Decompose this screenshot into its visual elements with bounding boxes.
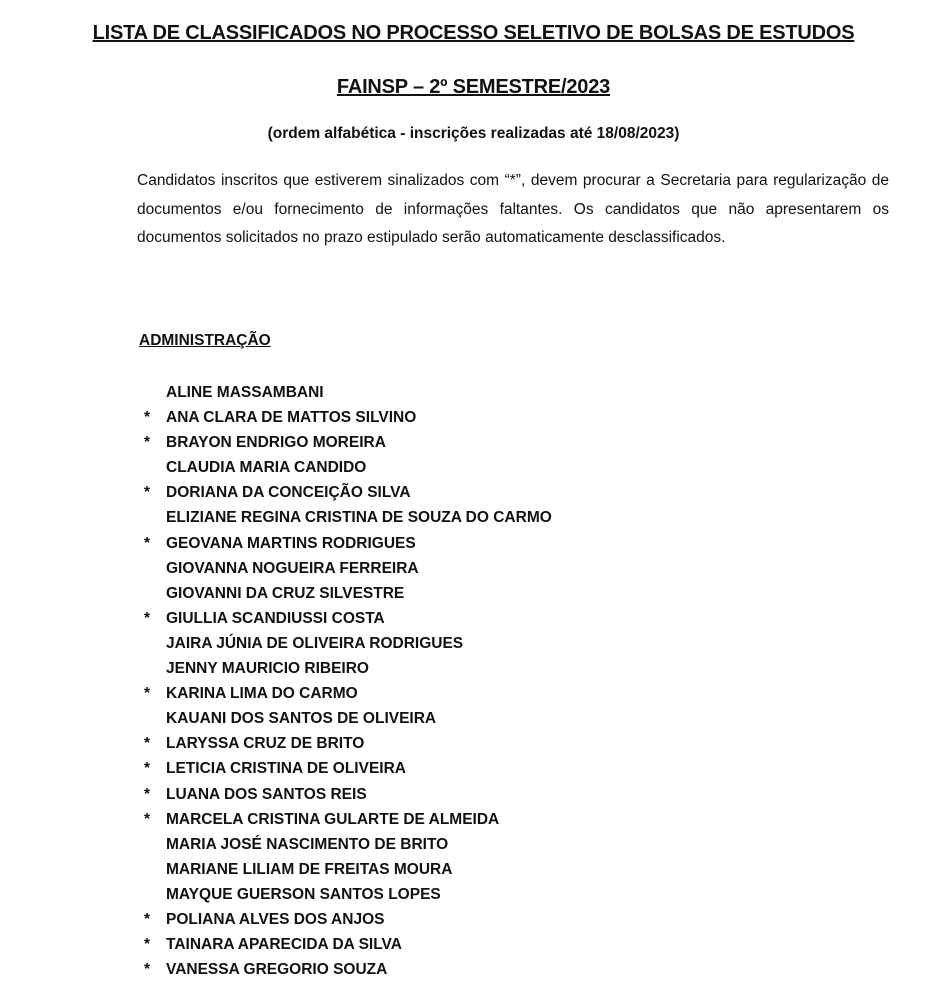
pending-docs-mark: * [144, 484, 151, 502]
candidate-row [140, 430, 552, 455]
candidate-name: TAINARA APARECIDA DA SILVA [166, 936, 402, 954]
candidate-row [140, 882, 552, 907]
candidate-row [140, 380, 552, 405]
pending-docs-mark: * [144, 609, 151, 627]
candidate-name: KARINA LIMA DO CARMO [166, 685, 358, 703]
candidate-name: ANA CLARA DE MATTOS SILVINO [166, 409, 417, 427]
candidate-name: MARIANE LILIAM DE FREITAS MOURA [166, 860, 453, 878]
candidate-name: BRAYON ENDRIGO MOREIRA [166, 434, 386, 452]
candidate-row [140, 631, 552, 656]
pending-docs-mark: * [144, 735, 151, 753]
candidate-name: POLIANA ALVES DOS ANJOS [166, 910, 385, 928]
pending-docs-mark: * [144, 961, 151, 979]
candidate-list [140, 380, 552, 982]
candidate-name: ELIZIANE REGINA CRISTINA DE SOUZA DO CARMO [166, 509, 552, 527]
pending-docs-mark: * [144, 810, 151, 828]
document-subtitle: FAINSP – 2º SEMESTRE/2023 [336, 76, 611, 98]
candidate-row [140, 807, 552, 832]
candidate-name: CLAUDIA MARIA CANDIDO [166, 459, 367, 477]
pending-docs-mark: * [144, 434, 151, 452]
candidate-row [140, 455, 552, 480]
candidate-row [140, 556, 552, 581]
candidate-row [140, 832, 552, 857]
candidate-name: GIOVANNA NOGUEIRA FERREIRA [166, 559, 419, 577]
candidate-row [140, 731, 552, 756]
candidate-row [140, 932, 552, 957]
candidate-name: JENNY MAURICIO RIBEIRO [166, 660, 369, 678]
candidate-row [140, 656, 552, 681]
candidate-name: MARCELA CRISTINA GULARTE DE ALMEIDA [166, 810, 500, 828]
pending-docs-mark: * [144, 409, 151, 427]
candidate-row [140, 857, 552, 882]
candidate-name: GIOVANNI DA CRUZ SILVESTRE [166, 584, 405, 602]
candidate-name: GEOVANA MARTINS RODRIGUES [166, 534, 416, 552]
candidate-name: MARIA JOSÉ NASCIMENTO DE BRITO [166, 835, 449, 853]
pending-docs-mark: * [144, 936, 151, 954]
candidate-name: JAIRA JÚNIA DE OLIVEIRA RODRIGUES [166, 634, 464, 652]
candidate-row [140, 606, 552, 631]
candidate-name: LETICIA CRISTINA DE OLIVEIRA [166, 760, 406, 778]
candidate-name: KAUANI DOS SANTOS DE OLIVEIRA [166, 710, 437, 728]
document-title: LISTA DE CLASSIFICADOS NO PROCESSO SELETIVO DE BOLSAS DE ESTUDOS [92, 22, 855, 44]
notice-paragraph: Candidatos inscritos que estiverem sinalizados com “*”, devem procurar a Secretaria para regularização de documentos e/ou fornecimento de informações faltantes. Os candidatos que não apresentarem os documentos solicitados no prazo estipulado serão automaticamente desclassificados. [137, 172, 889, 246]
candidate-name: MAYQUE GUERSON SANTOS LOPES [166, 885, 441, 903]
pending-docs-mark: * [144, 685, 151, 703]
pending-docs-mark: * [144, 534, 151, 552]
candidate-row [140, 782, 552, 807]
candidate-row [140, 505, 552, 530]
candidate-name: ALINE MASSAMBANI [166, 384, 324, 401]
pending-docs-mark: * [144, 785, 151, 803]
section-heading-administracao: ADMINISTRAÇÃO [139, 332, 271, 349]
candidate-name: DORIANA DA CONCEIÇÃO SILVA [166, 484, 411, 502]
candidate-row [140, 957, 552, 982]
candidate-name: GIULLIA SCANDIUSSI COSTA [166, 609, 385, 627]
candidate-name: LARYSSA CRUZ DE BRITO [166, 735, 365, 753]
candidate-name: VANESSA GREGORIO SOUZA [166, 961, 388, 979]
candidate-row [140, 756, 552, 781]
candidate-row [140, 706, 552, 731]
candidate-row [140, 405, 552, 430]
candidate-row [140, 480, 552, 505]
candidate-row [140, 531, 552, 556]
candidate-row [140, 681, 552, 706]
pending-docs-mark: * [144, 910, 151, 928]
candidate-name: LUANA DOS SANTOS REIS [166, 785, 367, 803]
document-note: (ordem alfabética - inscrições realizadas até 18/08/2023) [267, 125, 680, 142]
candidate-row [140, 581, 552, 606]
candidate-row [140, 907, 552, 932]
pending-docs-mark: * [144, 760, 151, 778]
